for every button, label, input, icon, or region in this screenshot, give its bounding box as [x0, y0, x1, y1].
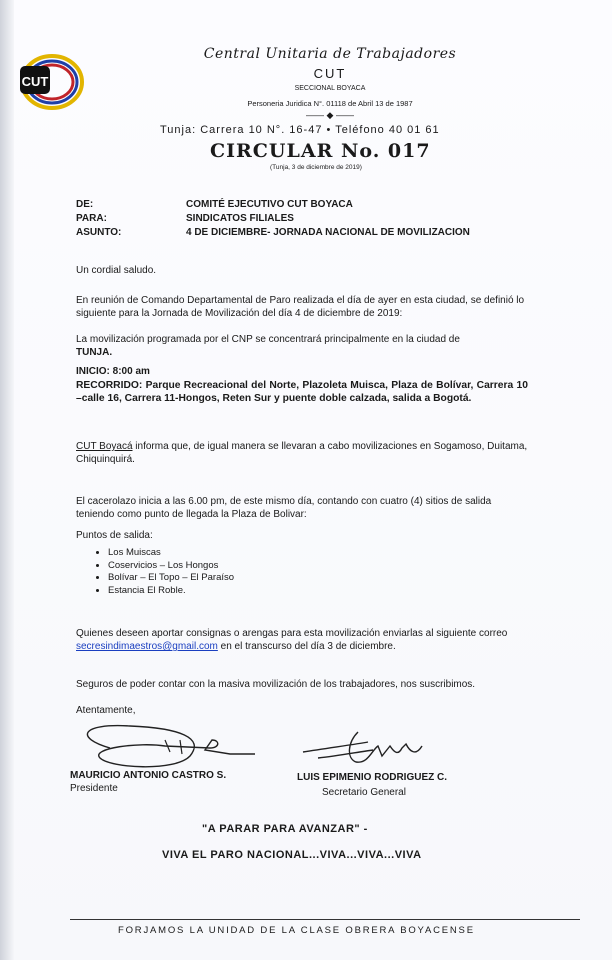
paragraph-2-text: La movilización programada por el CNP se concentrará principalmente en la ciudad de	[76, 334, 460, 345]
paragraph-1: En reunión de Comando Departamental de Paro realizada el día de ayer en esta ciudad, se definió lo siguiente para la Jornada de Movilización del día 4 de diciembre de 2019:	[76, 295, 525, 319]
para-label: PARA:	[76, 213, 107, 224]
paragraph-2	[76, 333, 530, 359]
seccional: SECCIONAL BOYACA	[294, 85, 366, 92]
paragraph-4: El cacerolazo inicia a las 6.00 pm, de este mismo día, contando con cuatro (4) sitios de salida teniendo como punto de llegada la Plaza de Bolivar:	[76, 496, 492, 520]
org-acronym: CUT	[313, 66, 347, 81]
footer-rule	[70, 919, 580, 920]
personeria: Personeria Juridica N°. 01118 de Abril 13 de 1987	[247, 99, 413, 108]
cut-boyaca: CUT Boyacá	[76, 441, 133, 452]
city-tunja: TUNJA.	[76, 347, 113, 358]
scan-edge	[0, 0, 14, 960]
puntos-label: Puntos de salida:	[76, 530, 153, 541]
signature-right	[298, 722, 438, 770]
list-item: • Estancia El Roble.	[108, 585, 234, 598]
puntos-list	[76, 547, 234, 597]
paragraph-6: Seguros de poder contar con la masiva movilización de los trabajadores, nos suscribimos.	[76, 679, 476, 690]
paragraph-3	[76, 440, 530, 466]
closing: Atentamente,	[76, 705, 136, 716]
slogan-1: "A PARAR PARA AVANZAR" -	[202, 823, 368, 835]
recorrido: RECORRIDO: Parque Recreacional del Norte, Plazoleta Muisca, Plaza de Bolívar, Carrera 10 –calle 16, Carrera 11-Hongos, Reten Sur y puente doble calzada, salida a Bogotá.	[76, 380, 528, 404]
paragraph-5	[76, 627, 530, 653]
signer-left-role: Presidente	[70, 783, 118, 794]
email-link[interactable]: secresindimaestros@gmail.com	[76, 641, 218, 652]
paragraph-3-text: informa que, de igual manera se llevaran a cabo movilizaciones en Sogamoso, Duitama, Chiquinquirá.	[76, 441, 528, 465]
de-label: DE:	[76, 199, 94, 210]
de-value: COMITÉ EJECUTIVO CUT BOYACA	[186, 199, 353, 210]
address-line: Tunja: Carrera 10 N°. 16-47 • Teléfono 40 01 61	[160, 124, 440, 136]
signer-left-name: MAURICIO ANTONIO CASTRO S.	[70, 770, 227, 781]
asunto-label: ASUNTO:	[76, 227, 122, 238]
list-item: • Coservicios – Los Hongos	[108, 560, 234, 573]
footer-motto: FORJAMOS LA UNIDAD DE LA CLASE OBRERA BOYACENSE	[118, 925, 475, 936]
signature-left	[70, 718, 260, 774]
greeting: Un cordial saludo.	[76, 265, 157, 276]
cut-logo	[14, 48, 86, 112]
slogan-2: VIVA EL PARO NACIONAL...VIVA...VIVA...VIVA	[162, 849, 422, 861]
org-name: Central Unitaria de Trabajadores	[203, 46, 457, 62]
paragraph-5-text-a: Quienes deseen aportar consignas o arengas para esta movilización enviarlas al siguiente correo	[76, 628, 508, 639]
paragraph-5-text-b: en el transcurso del día 3 de diciembre.	[217, 641, 396, 652]
circular-title: CIRCULAR No. 017	[210, 140, 431, 162]
list-item: • Bolívar – El Topo – El Paraíso	[108, 572, 234, 585]
list-item: • Los Muiscas	[108, 547, 234, 560]
para-value: SINDICATOS FILIALES	[186, 213, 294, 224]
asunto-value: 4 DE DICIEMBRE- JORNADA NACIONAL DE MOVILIZACION	[186, 227, 470, 238]
signer-right-name: LUIS EPIMENIO RODRIGUEZ C.	[297, 772, 448, 783]
inicio: INICIO: 8:00 am	[76, 366, 150, 377]
circular-date: (Tunja, 3 de diciembre de 2019)	[270, 164, 362, 171]
header-ornament: —— ◆ ——	[306, 110, 354, 120]
signer-right-role: Secretario General	[322, 787, 406, 798]
svg-text:CUT: CUT	[21, 74, 49, 89]
